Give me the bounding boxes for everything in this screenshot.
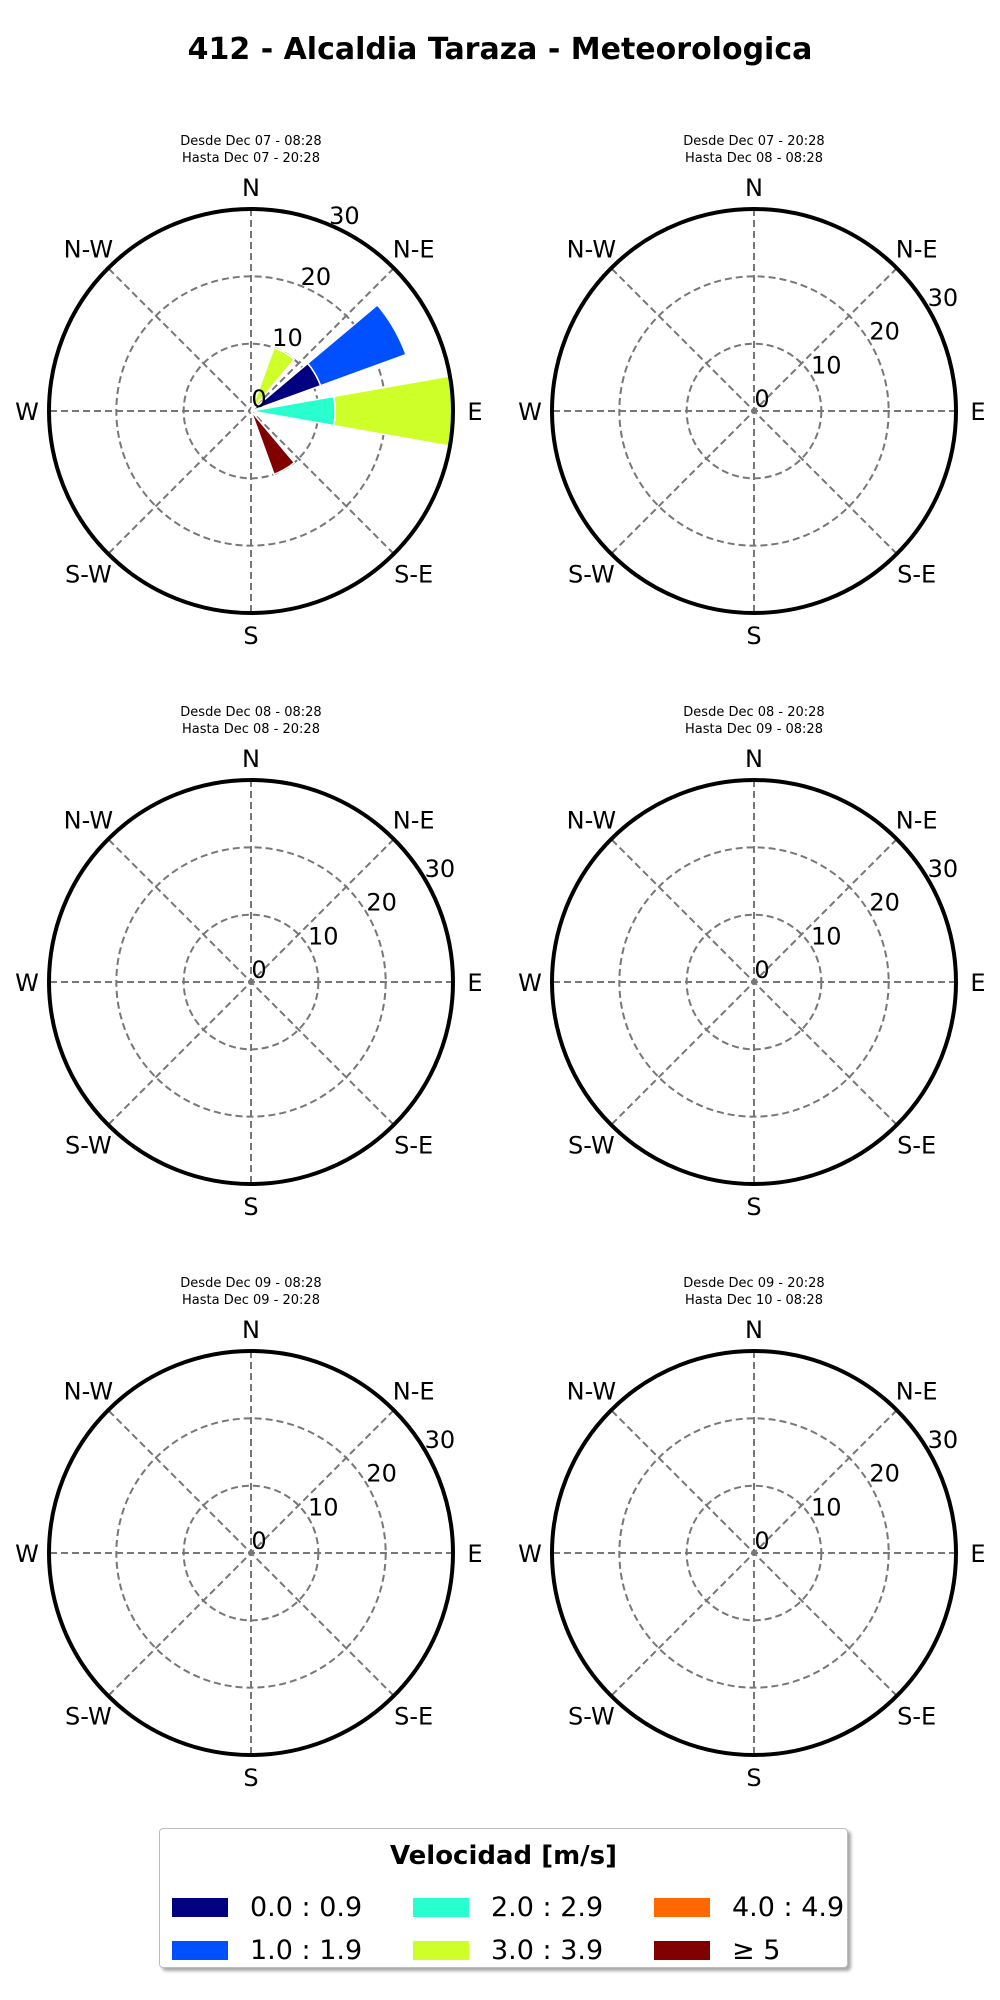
direction-label: E: [970, 398, 986, 426]
legend-swatch: [413, 1898, 469, 1917]
direction-label: S-W: [65, 1131, 112, 1160]
radial-tick-label: 0: [754, 1527, 770, 1555]
direction-label: N-E: [392, 235, 435, 264]
radial-tick-label: 10: [308, 922, 339, 951]
radial-tick-label: 20: [366, 888, 397, 917]
direction-label: S: [746, 622, 762, 650]
radial-tick-label: 10: [272, 323, 303, 352]
direction-label: S-E: [897, 1702, 937, 1731]
direction-label: N: [242, 745, 260, 773]
panel-subtitle-from: Desde Dec 08 - 08:28: [180, 705, 322, 720]
direction-label: S-W: [65, 1702, 112, 1731]
direction-label: N: [745, 745, 763, 773]
figure-title: 412 - Alcaldia Taraza - Meteorologica: [187, 32, 813, 67]
legend-label: 0.0 : 0.9: [250, 1891, 363, 1923]
wind-bar-segment: [251, 411, 294, 474]
wind-rose-panel: [15, 134, 482, 650]
wind-rose-panel: [15, 705, 482, 1221]
direction-label: N-E: [895, 235, 938, 264]
direction-label: E: [970, 969, 986, 997]
direction-label: N: [242, 1316, 260, 1344]
direction-label: E: [970, 1540, 986, 1568]
wind-rose-panel: [518, 705, 985, 1221]
direction-label: N-E: [895, 806, 938, 835]
panel-subtitle-from: Desde Dec 09 - 08:28: [180, 1276, 322, 1291]
legend-swatch: [654, 1941, 710, 1960]
panel-subtitle-to: Hasta Dec 09 - 20:28: [182, 1293, 320, 1308]
radial-tick-label: 10: [811, 351, 842, 380]
direction-label: S: [746, 1764, 762, 1792]
wind-rose-panel: [15, 1276, 482, 1792]
legend-item-bin-4: [654, 1890, 844, 1924]
legend-label: 1.0 : 1.9: [250, 1934, 363, 1966]
direction-label: S-E: [394, 1131, 434, 1160]
direction-label: N-W: [566, 235, 617, 264]
legend-item-bin-5: [654, 1933, 780, 1967]
panel-subtitle-from: Desde Dec 08 - 20:28: [683, 705, 825, 720]
legend-swatch: [172, 1941, 228, 1960]
legend-item-bin-0: [172, 1890, 362, 1924]
radial-tick-label: 10: [811, 1493, 842, 1522]
direction-label: N-E: [895, 1377, 938, 1406]
radial-tick-label: 30: [927, 284, 959, 312]
direction-label: S-E: [394, 560, 434, 589]
direction-label: N-W: [566, 806, 617, 835]
panel-subtitle-to: Hasta Dec 08 - 20:28: [182, 722, 320, 737]
legend: [159, 1828, 848, 1968]
direction-label: S: [746, 1193, 762, 1221]
direction-label: S-W: [65, 560, 112, 589]
direction-label: W: [518, 398, 542, 426]
wind-rose-panel: [518, 1276, 985, 1792]
legend-swatch: [654, 1898, 710, 1917]
direction-label: S-E: [897, 560, 937, 589]
legend-label: 3.0 : 3.9: [491, 1934, 604, 1966]
legend-item-bin-1: [172, 1933, 362, 1967]
radial-tick-label: 0: [251, 385, 267, 413]
direction-label: N: [242, 174, 260, 202]
direction-label: S-E: [394, 1702, 434, 1731]
direction-label: W: [15, 398, 39, 426]
radial-tick-label: 30: [927, 1426, 959, 1454]
direction-label: W: [518, 969, 542, 997]
panel-subtitle-to: Hasta Dec 10 - 08:28: [685, 1293, 823, 1308]
legend-label: ≥ 5: [732, 1934, 781, 1966]
direction-label: S: [243, 1193, 259, 1221]
legend-swatch: [413, 1941, 469, 1960]
radial-tick-label: 30: [329, 201, 360, 230]
direction-label: W: [518, 1540, 542, 1568]
direction-label: N-W: [63, 235, 114, 264]
panel-subtitle-to: Hasta Dec 08 - 08:28: [685, 151, 823, 166]
panel-subtitle-from: Desde Dec 09 - 20:28: [683, 1276, 825, 1291]
panel-subtitle-to: Hasta Dec 09 - 08:28: [685, 722, 823, 737]
radial-tick-label: 0: [754, 385, 770, 413]
direction-label: S: [243, 622, 259, 650]
direction-label: S-E: [897, 1131, 937, 1160]
radial-tick-label: 20: [869, 317, 900, 346]
panel-subtitle-from: Desde Dec 07 - 20:28: [683, 134, 825, 149]
radial-tick-label: 20: [300, 262, 332, 291]
legend-item-bin-3: [413, 1933, 603, 1967]
direction-label: E: [467, 969, 483, 997]
direction-label: S-W: [568, 560, 615, 589]
direction-label: N: [745, 174, 763, 202]
radial-tick-label: 20: [366, 1459, 397, 1488]
radial-tick-label: 20: [869, 888, 900, 917]
radial-tick-label: 30: [424, 1426, 456, 1454]
wind-bar-segment: [308, 305, 406, 386]
wind-rose-panel: [518, 134, 985, 650]
radial-tick-label: 10: [308, 1493, 339, 1522]
direction-label: N-E: [392, 806, 435, 835]
wind-bar-segment: [334, 376, 453, 446]
direction-label: N-W: [63, 1377, 114, 1406]
radial-tick-label: 0: [251, 956, 267, 984]
direction-label: W: [15, 1540, 39, 1568]
direction-label: N-E: [392, 1377, 435, 1406]
panel-subtitle-to: Hasta Dec 07 - 20:28: [182, 151, 320, 166]
direction-label: S-W: [568, 1131, 615, 1160]
panel-subtitle-from: Desde Dec 07 - 08:28: [180, 134, 322, 149]
legend-label: 2.0 : 2.9: [491, 1891, 604, 1923]
direction-label: N-W: [566, 1377, 617, 1406]
legend-title: Velocidad [m/s]: [389, 1841, 618, 1871]
radial-tick-label: 30: [927, 855, 959, 883]
direction-label: N: [745, 1316, 763, 1344]
direction-label: E: [467, 1540, 483, 1568]
direction-label: W: [15, 969, 39, 997]
direction-label: S: [243, 1764, 259, 1792]
direction-label: E: [467, 398, 483, 426]
legend-label: 4.0 : 4.9: [732, 1891, 845, 1923]
legend-item-bin-2: [413, 1890, 603, 1924]
direction-label: S-W: [568, 1702, 615, 1731]
radial-tick-label: 0: [754, 956, 770, 984]
radial-tick-label: 20: [869, 1459, 900, 1488]
radial-tick-label: 0: [251, 1527, 267, 1555]
radial-tick-label: 10: [811, 922, 842, 951]
legend-swatch: [172, 1898, 228, 1917]
direction-label: N-W: [63, 806, 114, 835]
radial-tick-label: 30: [424, 855, 456, 883]
